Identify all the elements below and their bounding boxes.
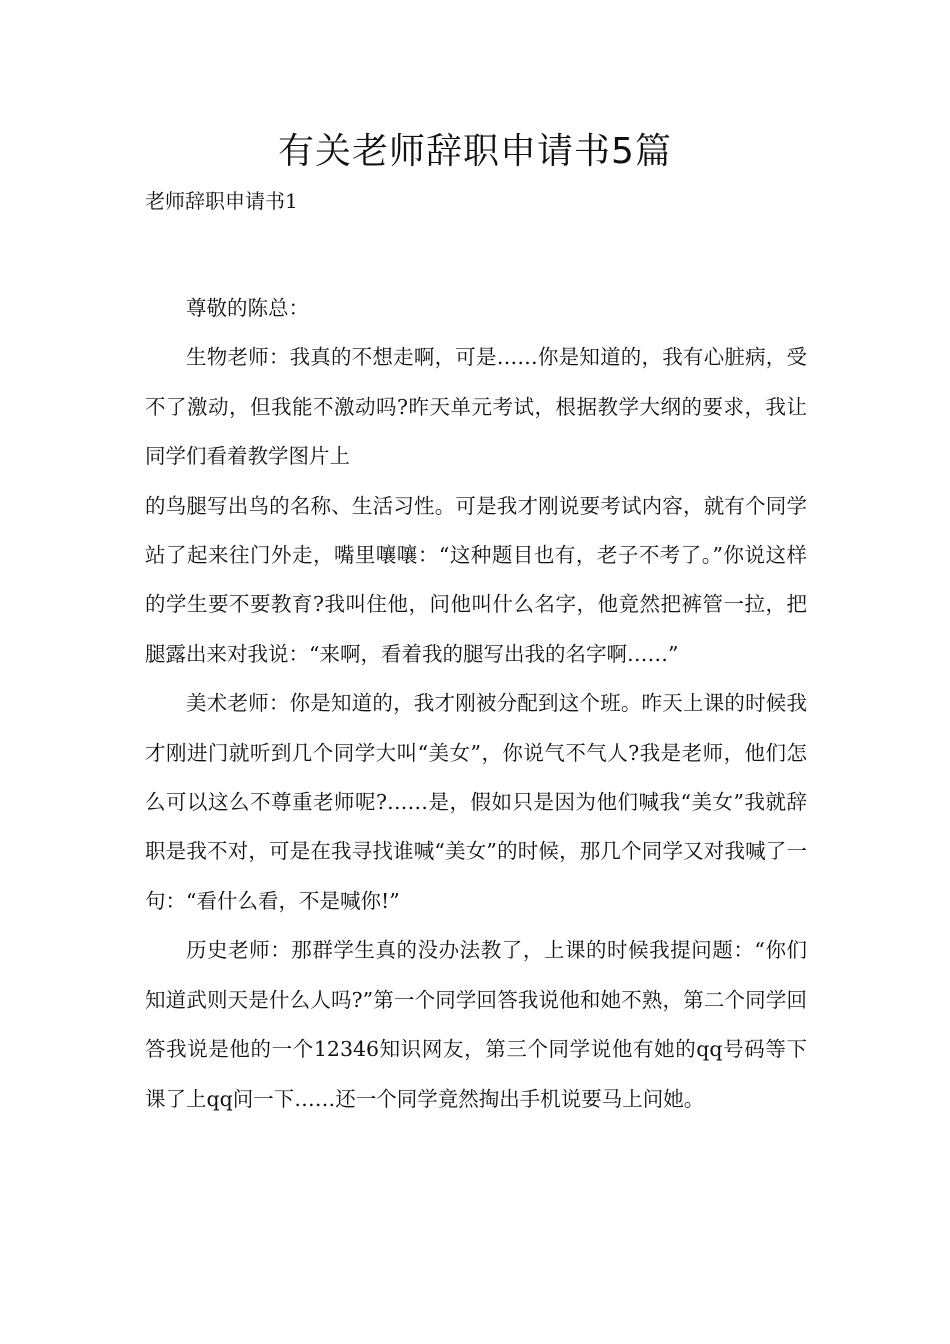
paragraph-history-teacher: 历史老师：那群学生真的没办法教了，上课的时候我提问题：“你们知道武则天是什么人吗?”第一个同学回答我说他和她不熟，第二个同学回答我说是他的一个12346知识网友，第三个同学说他有她的qq号码等下课了上qq问一下……还一个同学竟然掏出手机说要马上问她。 bbox=[145, 938, 807, 1111]
paragraph-biology-continued: 的鸟腿写出鸟的名称、生活习性。可是我才刚说要考试内容，就有个同学站了起来往门外走，嘴里嚷嚷：“这种题目也有，老子不考了。”你说这样的学生要不要教育?我叫住他，问他叫什么名字，他竟然把裤管一拉，把腿露出来对我说：“来啊，看着我的腿写出我的名字啊……” bbox=[145, 493, 807, 666]
paragraph-art-teacher: 美术老师：你是知道的，我才刚被分配到这个班。昨天上课的时候我才刚进门就听到几个同学大叫“美女”，你说气不气人?我是老师，他们怎么可以这么不尊重老师呢?……是，假如只是因为他们喊我“美女”我就辞职是我不对，可是在我寻找谁喊“美女”的时候，那几个同学又对我喊了一句：“看什么看，不是喊你!” bbox=[145, 691, 807, 913]
salutation: 尊敬的陈总： bbox=[186, 296, 309, 320]
section-heading: 老师辞职申请书1 bbox=[145, 189, 298, 213]
document-title: 有关老师辞职申请书5篇 bbox=[278, 131, 672, 172]
paragraph-biology-teacher: 生物老师：我真的不想走啊，可是……你是知道的，我有心脏病，受不了激动，但我能不激动吗?昨天单元考试，根据教学大纲的要求，我让同学们看着教学图片上 bbox=[145, 345, 807, 469]
document-body bbox=[145, 284, 807, 1124]
